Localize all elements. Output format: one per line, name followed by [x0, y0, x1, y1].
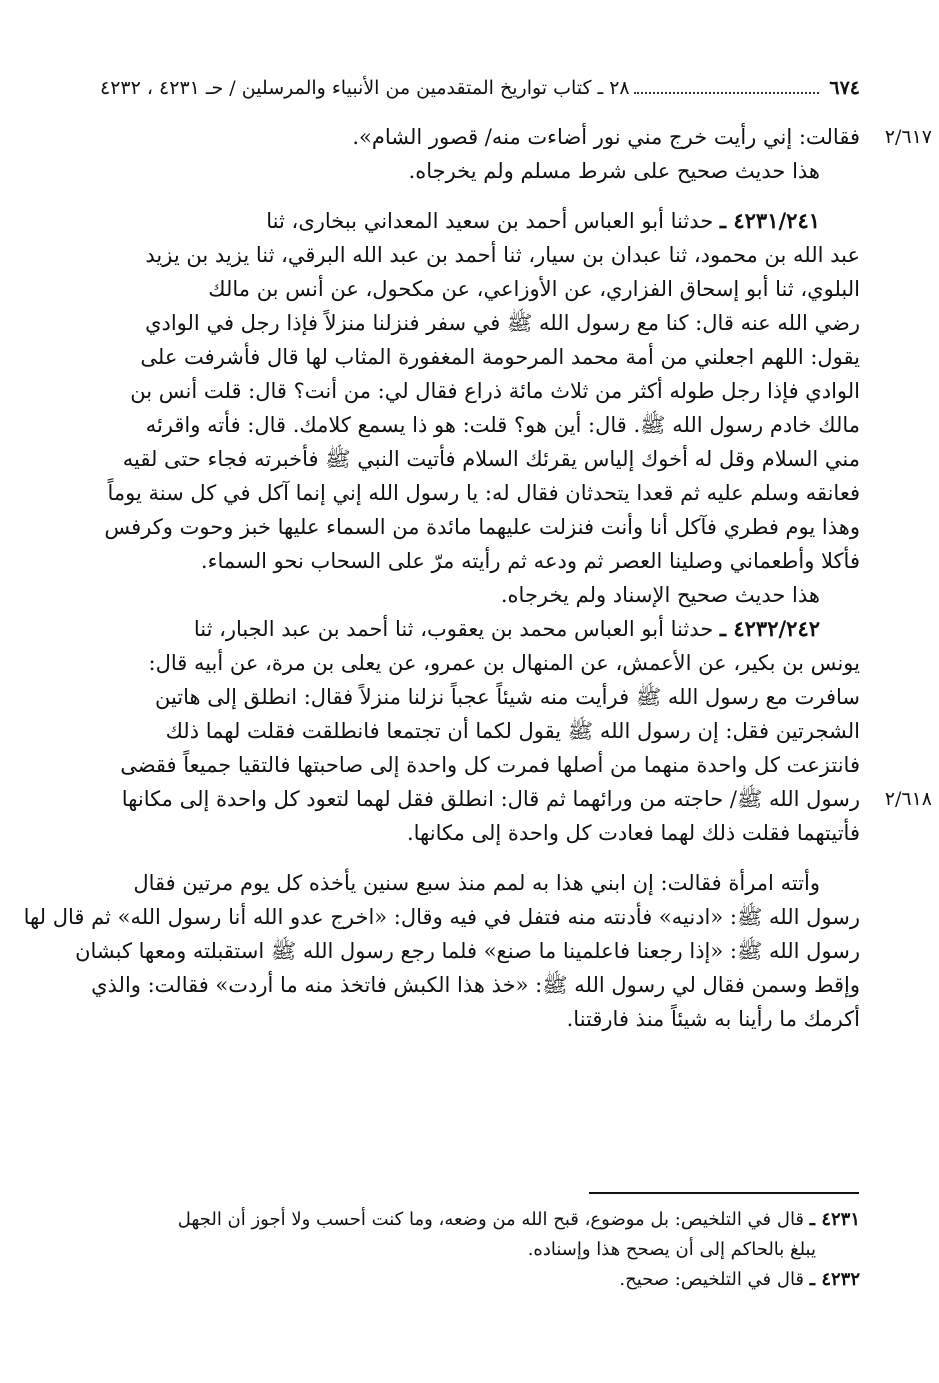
text-line: ٢/٦١٨ رسول الله ﷺ/ حاجته من ورائهما ثم قال: انطلق فقل لهما لتعود كل واحدة إلى مكانها	[100, 782, 860, 816]
text-line: هذا حديث صحيح على شرط مسلم ولم يخرجاه.	[408, 159, 820, 183]
text-line: يونس بن بكير، عن الأعمش، عن المنهال بن عمرو، عن يعلى بن مرة، عن أبيه قال:	[148, 651, 860, 675]
text-line: وأتته امرأة فقالت: إن ابني هذا به لمم منذ سبع سنين يأخذه كل يوم مرتين فقال	[133, 871, 820, 895]
running-header	[100, 74, 860, 102]
text-line: فانتزعت كل واحدة منهما من أصلها فمرت كل واحدة إلى صاحبتها فالتقيا جميعاً فقضى	[120, 753, 860, 777]
text-line: مالك خادم رسول الله ﷺ. قال: أين هو؟ قلت: هو ذا يسمع كلامك. قال: فأته واقرئه	[145, 413, 860, 437]
margin-reference: ٢/٦١٨	[884, 788, 932, 810]
text-line: يقول: اللهم اجعلني من أمة محمد المرحومة المغفورة المثاب لها قال فأشرفت على	[140, 345, 860, 369]
text-line: رسول الله ﷺ: «إذا رجعنا فاعلمينا ما صنع» فلما رجع رسول الله ﷺ استقبلته ومعها كبشان	[75, 939, 860, 963]
page-number: ٦٧٤	[829, 77, 860, 99]
header-dots	[634, 91, 820, 94]
text-line: فعانقه وسلم عليه ثم قعدا يتحدثان فقال له: يا رسول الله إني إنما آكل في كل سنة يوماً	[107, 481, 860, 505]
text-line: ٢/٦١٧ فقالت: إني رأيت خرج مني نور أضاءت منه/ قصور الشام».	[100, 120, 860, 154]
text-line: هذا حديث صحيح الإسناد ولم يخرجاه.	[500, 583, 820, 607]
margin-reference: ٢/٦١٧	[884, 126, 932, 148]
footnote-number: ٤٢٣٢ ـ	[809, 1269, 860, 1290]
text-line: فأكلا وأطعماني وصلينا العصر ثم ودعه ثم رأيته مرّ على السحاب نحو السماء.	[200, 549, 860, 573]
text-line: رسول الله ﷺ: «ادنيه» فأدنته منه فتفل في فيه وقال: «اخرج عدو الله أنا رسول الله» ثم قال لها	[23, 905, 860, 929]
hadith-number: ٤٢٣٢/٢٤٢ ـ	[719, 616, 820, 641]
text-line: عبد الله بن محمود، ثنا عبدان بن سيار، ثنا أحمد بن عبد الله البرقي، ثنا يزيد بن يزيد	[145, 243, 860, 267]
text-line: رضي الله عنه قال: كنا مع رسول الله ﷺ في سفر فنزلنا منزلاً فإذا رجل في الوادي	[145, 311, 860, 335]
footnote: ٤٢٣١ ـ قال في التلخيص: بل موضوع، قبح الله من وضعه، وما كنت أحسب ولا أجوز أن الجهل	[177, 1209, 860, 1230]
text-line: وإقط وسمن فقال لي رسول الله ﷺ: «خذ هذا الكبش فاتخذ منه ما أردت» فقالت: والذي	[91, 973, 860, 997]
footnotes	[100, 1205, 860, 1295]
text-line: البلوي، ثنا أبو إسحاق الفزاري، عن الأوزاعي، عن مكحول، عن أنس بن مالك	[208, 277, 860, 301]
text-line: وهذا يوم فطري فآكل أنا وأنت فنزلت عليهما مائدة من السماء عليها خبز وحوت وكرفس	[104, 515, 860, 539]
hadith-start-line: ٤٢٣١/٢٤١ ـ حدثنا أبو العباس أحمد بن سعيد المعداني ببخارى، ثنا	[266, 208, 820, 233]
text-line: أكرمك ما رأينا به شيئاً منذ فارقتنا.	[566, 1007, 860, 1031]
hadith-start-line: ٤٢٣٢/٢٤٢ ـ حدثنا أبو العباس محمد بن يعقوب، ثنا أحمد بن عبد الجبار، ثنا	[193, 616, 820, 641]
text-line: الوادي فإذا رجل طوله أكثر من ثلاث مائة ذراع فقال لي: من أنت؟ قال: قلت أنس بن	[130, 379, 860, 403]
text-line: مني السلام وقل له أخوك إلياس يقرئك السلام فأتيت النبي ﷺ فأخبرته فجاء حتى لقيه	[122, 447, 860, 471]
header-title: ٢٨ ـ كتاب تواريخ المتقدمين من الأنبياء والمرسلين / حـ ٤٢٣١ ، ٤٢٣٢	[100, 77, 630, 99]
text-line: فأتيتهما فقلت ذلك لهما فعادت كل واحدة إلى مكانها.	[406, 821, 860, 845]
main-text	[23, 120, 932, 1036]
footnote-number: ٤٢٣١ ـ	[809, 1209, 860, 1230]
text-line: سافرت مع رسول الله ﷺ فرأيت منه شيئاً عجباً نزلنا منزلاً فقال: انطلق إلى هاتين	[154, 685, 860, 709]
text-line: الشجرتين فقل: إن رسول الله ﷺ يقول لكما أن تجتمعا فانطلقت فقلت لهما ذلك	[165, 719, 860, 743]
footnote-continuation: يبلغ بالحاكم إلى أن يصحح هذا وإسناده.	[527, 1239, 816, 1260]
hadith-number: ٤٢٣١/٢٤١ ـ	[719, 208, 820, 233]
footnote-separator	[589, 1192, 859, 1194]
footnote: ٤٢٣٢ ـ قال في التلخيص: صحيح.	[619, 1269, 860, 1290]
